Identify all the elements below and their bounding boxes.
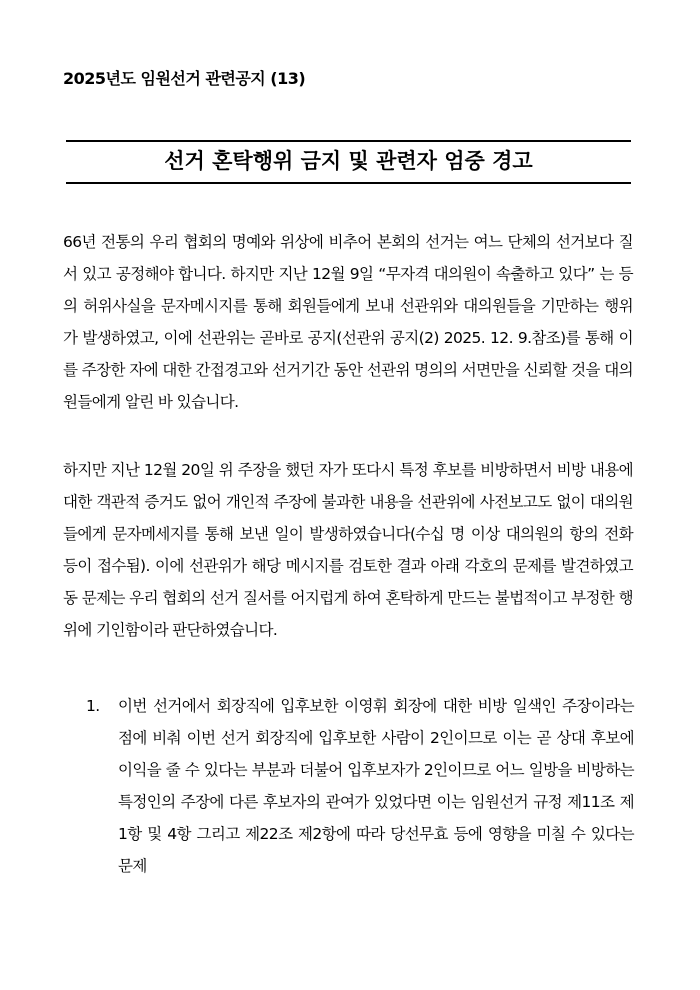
body-paragraph: 66년 전통의 우리 협회의 명예와 위상에 비추어 본회의 선거는 여느 단체의 선거보다 질서 있고 공정해야 합니다. 하지만 지난 12월 9일 “무자격 대의원이 속출하고 있다” 는 등의 허위사실을 문자메시지를 통해 회원들에게 보내 선관위와 대의원들을 기만하는 행위가 발생하였고, 이에 선관위는 곧바로 공지(선관위 공지(2) 2025. 12. 9.참조)를 통해 이를 주장한 자에 대한 간접경고와 선거기간 동안 선관위 명의의 서면만을 신뢰할 것을 대의원들에게 알린 바 있습니다. (63, 233, 633, 411)
title-top-rule (66, 140, 631, 142)
notice-header: 2025년도 임원선거 관련공지 (13) (63, 69, 306, 88)
body-paragraph: 하지만 지난 12월 20일 위 주장을 했던 자가 또다시 특정 후보를 비방하면서 비방 내용에 대한 객관적 증거도 없어 개인적 주장에 불과한 내용을 선관위에 사전보고도 없이 대의원들에게 문자메세지를 통해 보낸 일이 발생하였습니다(수십 명 이상 대의원의 항의 전화 등이 접수됨). 이에 선관위가 해당 메시지를 검토한 결과 아래 각호의 문제를 발견하였고 동 문제는 우리 협회의 선거 질서를 어지럽게 하여 혼탁하게 만드는 불법적이고 부정한 행위에 기인함이라 판단하였습니다. (63, 461, 633, 639)
document-title: 선거 혼탁행위 금지 및 관련자 엄중 경고 (164, 149, 533, 173)
list-item-text: 이번 선거에서 회장직에 입후보한 이영휘 회장에 대한 비방 일색인 주장이라는 점에 비춰 이번 선거 회장직에 입후보한 사람이 2인이므로 이는 곧 상대 후보에 이익을 줄 수 있다는 부분과 더불어 입후보자가 2인이므로 어느 일방을 비방하는 특정인의 주장에 다른 후보자의 관여가 있었다면 이는 임원선거 규정 제11조 제1항 및 4항 그리고 제22조 제2항에 따라 당선무효 등에 영향을 미칠 수 있다는 문제 (118, 697, 634, 875)
title-bottom-rule (66, 182, 631, 184)
list-item (86, 690, 634, 882)
issue-list (86, 690, 634, 882)
list-item-number: 1. (86, 697, 100, 715)
